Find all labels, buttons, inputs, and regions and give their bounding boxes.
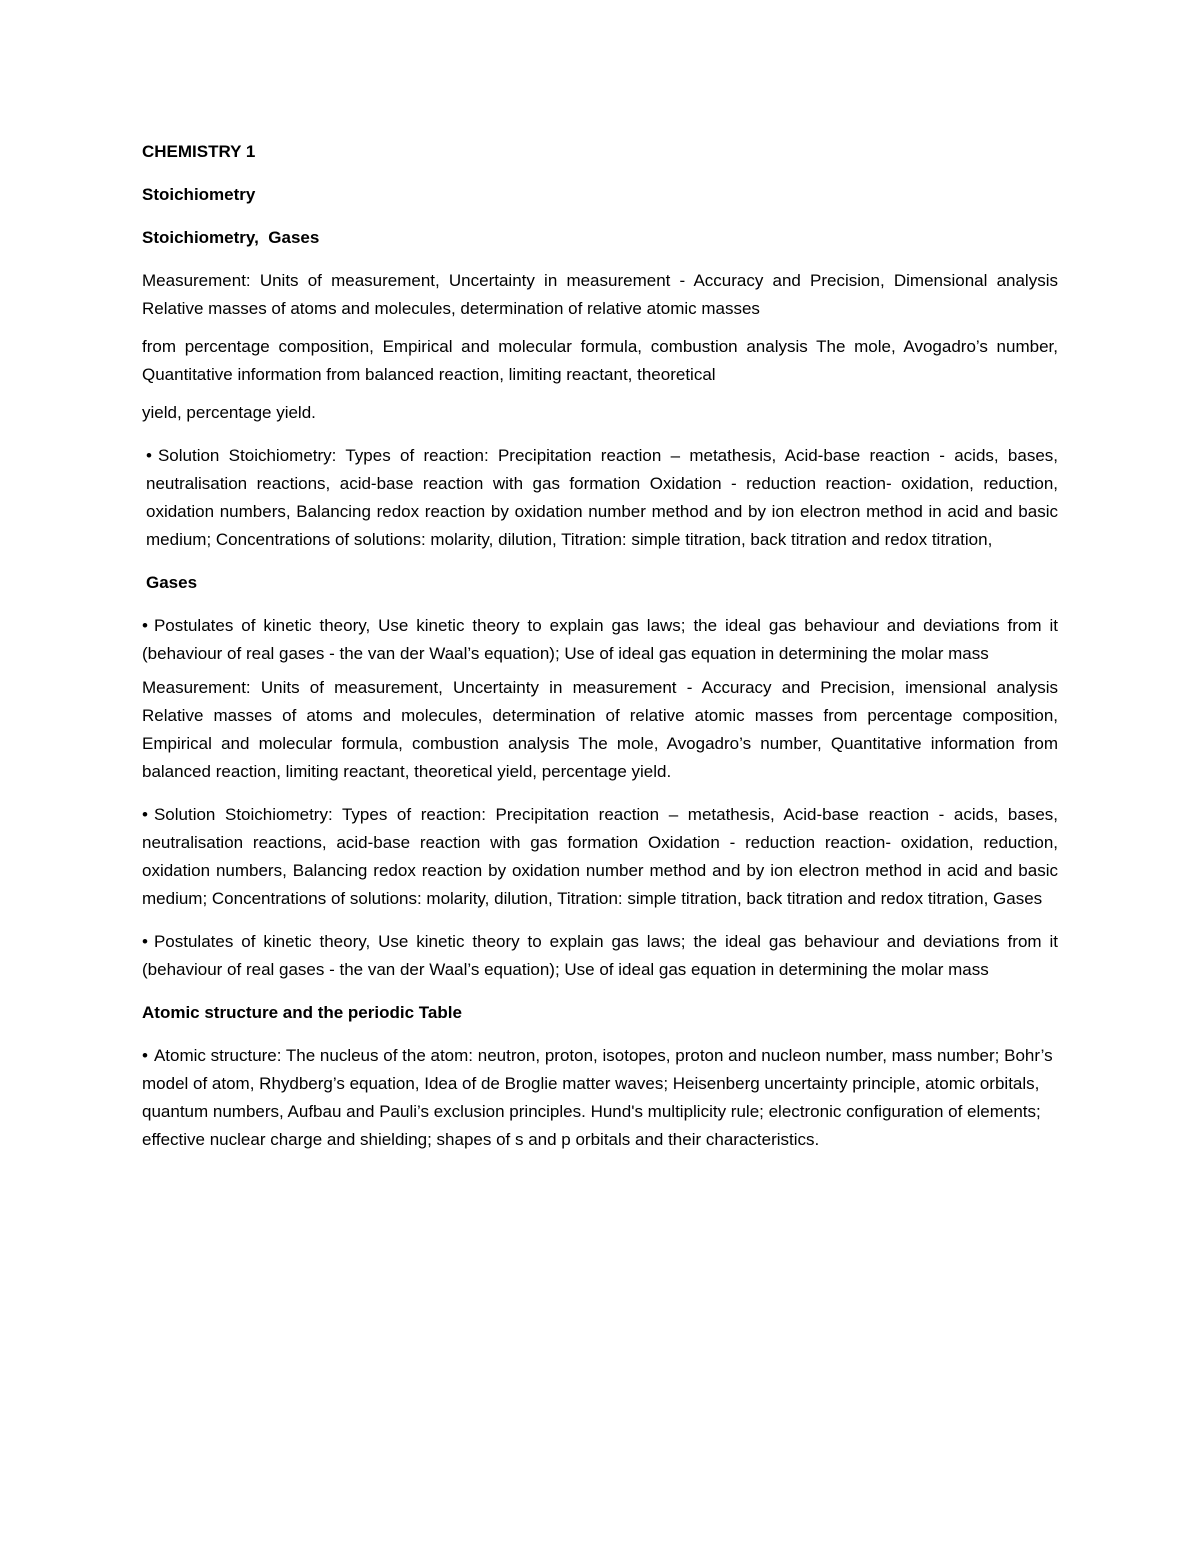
bullet-icon: • (146, 446, 152, 465)
bullet-text: Postulates of kinetic theory, Use kinetic theory to explain gas laws; the ideal gas behaviour and deviations from it (behaviour of real gases - the van der Waal’s equation); Use of ideal gas equation in determining the molar mass (142, 932, 1058, 979)
bullet-icon: • (142, 932, 148, 951)
bullet-icon: • (142, 616, 148, 635)
bullet-icon: • (142, 1046, 148, 1065)
bullet-text: Postulates of kinetic theory, Use kinetic theory to explain gas laws; the ideal gas behaviour and deviations from it (behaviour of real gases - the van der Waal’s equation); Use of ideal gas equation in determining the molar mass (142, 616, 1058, 663)
subheading-stoichiometry-gases: Stoichiometry, Gases (142, 228, 320, 247)
bullet-solution-stoichiometry-1 (142, 442, 1058, 554)
document-title: CHEMISTRY 1 (142, 142, 256, 161)
bullet-icon: • (142, 805, 148, 824)
bullet-gases-2 (142, 928, 1058, 984)
section-heading-gases: Gases (146, 573, 198, 592)
bullet-text: Solution Stoichiometry: Types of reaction: Precipitation reaction – metathesis, Acid-base reaction - acids, bases, neutralisation reactions, acid-base reaction with gas formation Oxidation - reduction reaction- oxidation, reduction, oxidation numbers, Balancing redox reaction by oxidation number method and by ion electron method in acid and basic medium; Concentrations of solutions: molarity, dilution, Titration: simple titration, back titration and redox titration, Gases (142, 805, 1058, 908)
bullet-solution-stoichiometry-2 (142, 801, 1058, 913)
bullet-atomic-structure (142, 1042, 1058, 1154)
section-heading-atomic-structure: Atomic structure and the periodic Table (142, 1003, 462, 1022)
paragraph-measurement-2: Measurement: Units of measurement, Uncertainty in measurement - Accuracy and Precision, imensional analysis Relative masses of atoms and molecules, determination of relative atomic masses from percentage composition, Empirical and molecular formula, combustion analysis The mole, Avogadro’s number, Quantitative information from balanced reaction, limiting reactant, theoretical yield, percentage yield. (142, 678, 1058, 781)
document-page (142, 138, 1058, 1169)
section-heading-stoichiometry: Stoichiometry (142, 185, 256, 204)
paragraph-measurement-1c: yield, percentage yield. (142, 403, 316, 422)
paragraph-measurement-1b: from percentage composition, Empirical and molecular formula, combustion analysis The mole, Avogadro’s number, Quantitative information from balanced reaction, limiting reactant, theoretical (142, 337, 1058, 384)
paragraph-measurement-1a: Measurement: Units of measurement, Uncertainty in measurement - Accuracy and Precision, Dimensional analysis Relative masses of atoms and molecules, determination of relative atomic masses (142, 271, 1058, 318)
bullet-gases-1 (142, 612, 1058, 668)
bullet-text: Solution Stoichiometry: Types of reaction: Precipitation reaction – metathesis, Acid-base reaction - acids, bases, neutralisation reactions, acid-base reaction with gas formation Oxidation - reduction reaction- oxidation, reduction, oxidation numbers, Balancing redox reaction by oxidation number method and by ion electron method in acid and basic medium; Concentrations of solutions: molarity, dilution, Titration: simple titration, back titration and redox titration, (146, 446, 1058, 549)
bullet-text: Atomic structure: The nucleus of the atom: neutron, proton, isotopes, proton and nucleon number, mass number; Bohr’s model of atom, Rhydberg’s equation, Idea of de Broglie matter waves; Heisenberg uncertainty principle, atomic orbitals, quantum numbers, Aufbau and Pauli’s exclusion principles. Hund's multiplicity rule; electronic configuration of elements; effective nuclear charge and shielding; shapes of s and p orbitals and their characteristics. (142, 1046, 1053, 1149)
